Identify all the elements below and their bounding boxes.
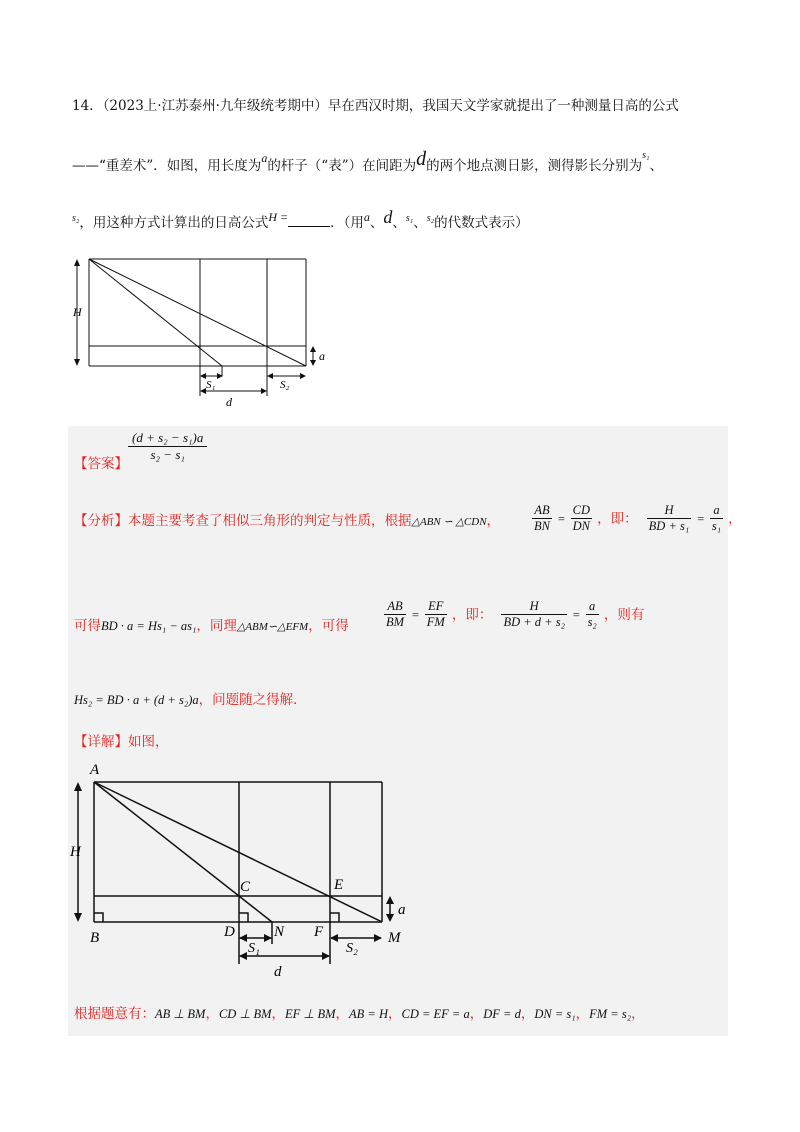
- analysis-text: ，可得: [308, 618, 349, 634]
- right-angle-D: [239, 913, 248, 922]
- analysis-text: ，: [486, 513, 501, 529]
- question-text: 、: [649, 158, 663, 174]
- analysis-text: ，: [728, 511, 742, 527]
- equals: =: [557, 512, 566, 526]
- answer-blank: [288, 214, 330, 227]
- math-similarity: △ABN ∽ △CDN: [411, 516, 487, 528]
- label-H: H: [70, 844, 81, 860]
- label-d: d: [226, 395, 232, 409]
- right-angle-B: [94, 913, 103, 922]
- label-s1: S₁: [206, 379, 216, 391]
- ray-AM: [94, 782, 382, 922]
- question-text: 、: [369, 215, 384, 231]
- analysis-text: ，则有: [603, 607, 645, 623]
- frac-den: BD + s₁: [648, 519, 690, 533]
- equals: =: [572, 608, 581, 622]
- sep: ，: [387, 1006, 402, 1022]
- question-number: 14．: [72, 98, 103, 114]
- label-A: A: [90, 762, 100, 778]
- math-similarity: △ABM∽△EFM: [236, 621, 309, 633]
- sep: ，: [335, 1006, 349, 1022]
- condition: AB ⊥ BM: [155, 1007, 206, 1021]
- condition: CD ⊥ BM: [218, 1007, 272, 1021]
- var-d: d: [383, 207, 393, 227]
- label-a: a: [319, 349, 325, 363]
- frac-num: H: [647, 503, 692, 519]
- condition: CD = EF = a: [401, 1007, 470, 1021]
- frac-num: AB: [532, 503, 552, 519]
- condition: FM = s₂: [589, 1007, 632, 1021]
- condition: AB = H: [349, 1007, 388, 1021]
- condition: DF = d: [483, 1007, 521, 1021]
- label-F: F: [314, 924, 324, 940]
- frac-num: a: [710, 503, 723, 519]
- frac-den: s₂: [587, 615, 597, 629]
- question-text: 早在西汉时期，我国天文学家就提出了一种测量日高的公式: [327, 98, 679, 114]
- label-s2: S₂: [346, 941, 358, 956]
- question-text: ，用这种方式计算出的日高公式: [79, 215, 269, 231]
- figure-2: [68, 758, 418, 988]
- sep: ，: [205, 1006, 219, 1022]
- sep: ，: [575, 1006, 590, 1022]
- label-a: a: [398, 902, 406, 918]
- frac-den: DN: [572, 519, 590, 533]
- question-text: 的杆子（“表”）在间距为: [267, 158, 417, 174]
- question-text: 的代数式表示）: [434, 215, 529, 231]
- detail-line: [74, 733, 169, 751]
- frac-den: BD + d + s₂: [503, 615, 565, 629]
- question-source: （2023上·江苏泰州·九年级统考期中）: [102, 98, 328, 114]
- label-C: C: [240, 879, 251, 895]
- question-text: 、: [413, 215, 427, 231]
- question-text: ．（用: [330, 215, 364, 231]
- ray-AN: [94, 782, 272, 922]
- ray-2: [89, 259, 306, 366]
- label-d: d: [274, 964, 282, 980]
- question-text: 的两个地点测日影，测得影长分别为: [426, 158, 643, 174]
- frac-num: EF: [425, 599, 447, 615]
- analysis-line-3: [74, 691, 307, 709]
- frac-num: H: [501, 599, 567, 615]
- frac-den: FM: [426, 615, 445, 629]
- sep: ，: [271, 1006, 286, 1022]
- analysis-ratio-1: [532, 503, 742, 534]
- analysis-text: ，即：: [451, 607, 493, 623]
- math-expr: Hs₂ = BD · a + (d + s₂)a: [74, 693, 199, 707]
- math-expr: BD · a = Hs₁ − as₁: [101, 619, 197, 633]
- var-s2: s₂: [426, 213, 435, 224]
- var-s1: s₁: [405, 213, 414, 224]
- label-M: M: [388, 930, 401, 946]
- label-s2: S₂: [280, 379, 290, 391]
- var-a: a: [363, 210, 370, 224]
- figure-1: [70, 250, 340, 410]
- frac-den: BM: [386, 615, 405, 629]
- label-B: B: [90, 930, 100, 946]
- analysis-text: 可得: [74, 618, 101, 634]
- answer-fraction: [128, 430, 207, 463]
- label-D: D: [224, 924, 235, 940]
- var-d: d: [416, 148, 427, 170]
- frac-den: BN: [534, 519, 550, 533]
- conditions-lead: 根据题意有：: [74, 1006, 155, 1022]
- label-H: H: [73, 305, 82, 319]
- sep: ，: [520, 1006, 535, 1022]
- condition: EF ⊥ BM: [285, 1007, 336, 1021]
- answer-label: [74, 452, 128, 472]
- equals: =: [411, 608, 420, 622]
- var-a: a: [261, 151, 268, 165]
- label-E: E: [334, 877, 344, 893]
- analysis-text: 本题主要考查了相似三角形的判定与性质，根据: [128, 513, 412, 529]
- sep: ，: [469, 1006, 484, 1022]
- answer-denominator: s₂ − s₁: [150, 447, 185, 462]
- question-line-3: [72, 207, 529, 234]
- analysis-line-2: [74, 617, 349, 636]
- var-s2: s₂: [72, 213, 80, 224]
- question-text: 、: [392, 215, 406, 231]
- analysis-text: ，即：: [597, 511, 638, 527]
- equals: =: [696, 512, 705, 526]
- formula-H: H =: [268, 210, 289, 224]
- detail-label: 【详解】: [74, 734, 128, 750]
- question-line-2: [72, 148, 663, 177]
- label-N: N: [274, 924, 285, 940]
- label-s1: S₁: [248, 941, 260, 956]
- sep: ，: [631, 1006, 645, 1022]
- ray-1: [89, 259, 222, 366]
- frac-num: a: [586, 599, 599, 615]
- question-text: ——“重差术”．如图，用长度为: [72, 158, 262, 174]
- condition: DN = s₁: [534, 1007, 576, 1021]
- analysis-text: ，同理: [196, 618, 237, 634]
- frac-num: AB: [384, 599, 406, 615]
- analysis-line-1: [74, 512, 500, 531]
- analysis-label: 【分析】: [74, 513, 128, 529]
- conditions-line: [74, 1005, 645, 1023]
- frac-den: s₁: [711, 519, 722, 533]
- analysis-ratio-2: [384, 599, 644, 630]
- answer-label-text: 【答案】: [74, 456, 128, 472]
- question-line-1: [72, 97, 679, 115]
- right-angle-F: [330, 913, 339, 922]
- answer-numerator: (d + s₂ − s₁)a: [128, 430, 207, 447]
- analysis-text: ，问题随之得解．: [198, 692, 307, 708]
- frac-num: CD: [572, 503, 590, 517]
- detail-text: 如图，: [128, 734, 169, 750]
- var-s1: s₁: [642, 150, 650, 161]
